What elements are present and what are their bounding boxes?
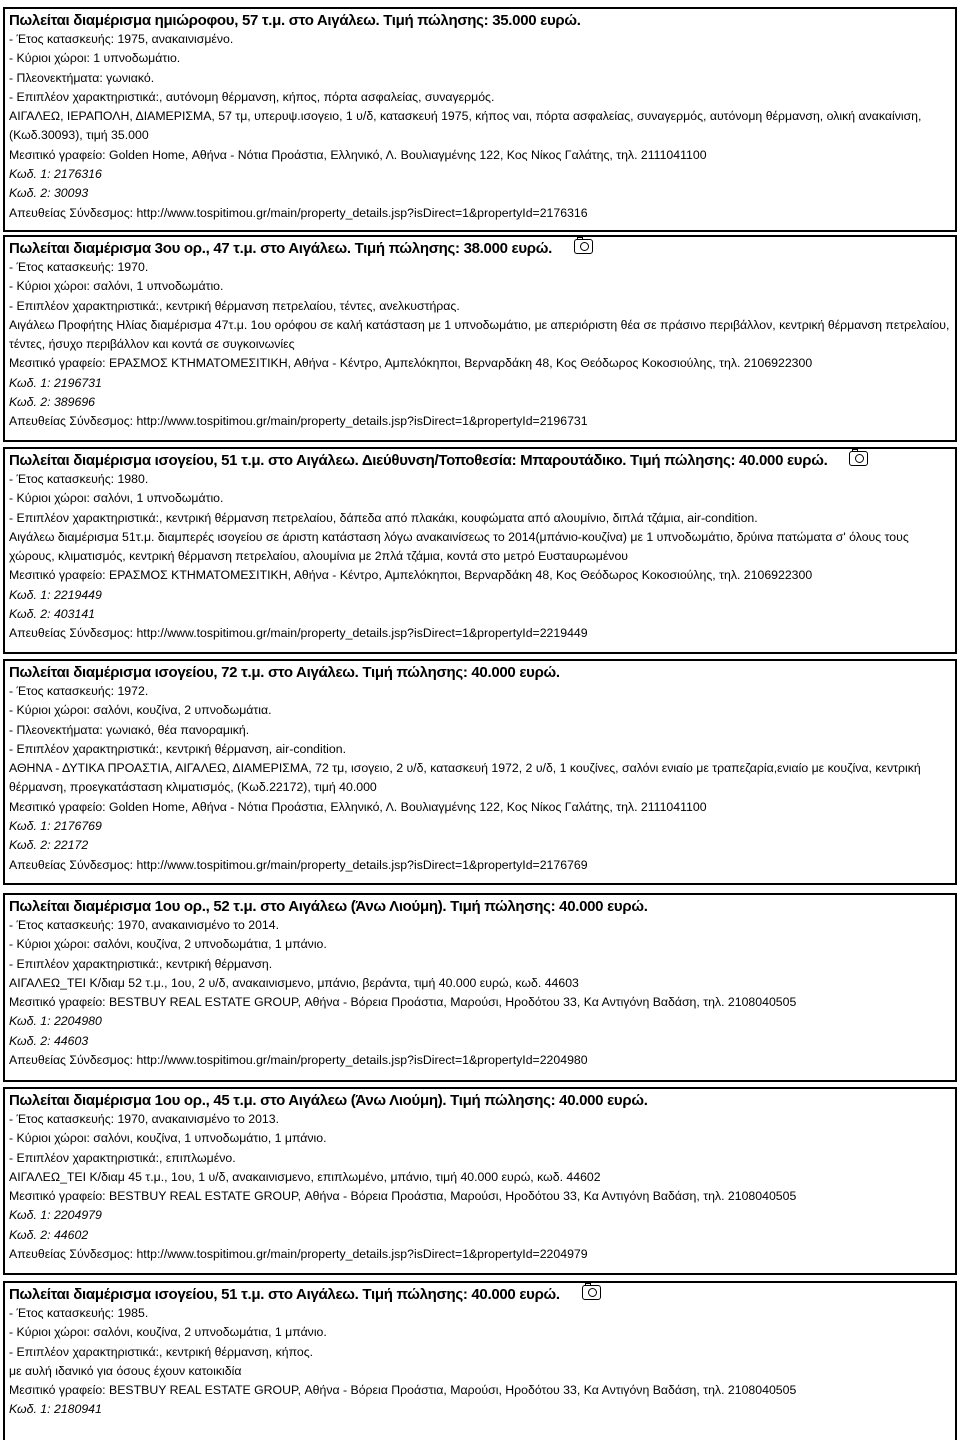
listing-code-1: Κωδ. 1: 2219449 <box>9 587 102 602</box>
listing-card <box>3 1087 957 1275</box>
listing-detail: - Επιπλέον χαρακτηριστικά:, κεντρική θέρμανση πετρελαίου, δάπεδα από πλακάκι, κουφώματα από αλουμίνιο, διπλά τζάμια, air-condition. <box>9 510 758 525</box>
listing-detail: - Κύριοι χώροι: σαλόνι, 1 υπνοδωμάτιο. <box>9 491 224 506</box>
listing-code-1: Κωδ. 1: 2196731 <box>9 375 102 390</box>
listing-detail: - Πλεονεκτήματα: γωνιακό. <box>9 70 155 85</box>
camera-icon[interactable] <box>849 451 868 466</box>
listing-link[interactable]: Απευθείας Σύνδεσμος: http://www.tospitimou.gr/main/property_details.jsp?isDirect=1&propertyId=2176769 <box>9 857 588 872</box>
listing-link[interactable]: Απευθείας Σύνδεσμος: http://www.tospitimou.gr/main/property_details.jsp?isDirect=1&propertyId=2196731 <box>9 414 588 429</box>
listing-detail: - Επιπλέον χαρακτηριστικά:, κεντρική θέρμανση, air-condition. <box>9 741 346 756</box>
listing-title: Πωλείται διαμέρισμα 1ου ορ., 52 τ.μ. στο Αιγάλεω (Άνω Λιούμη). Τιμή πώλησης: 40.000 ευρώ. <box>9 898 648 915</box>
listing-description: ΑΙΓΑΛΕΩ, ΙΕΡΑΠΟΛΗ, ΔΙΑΜΕΡΙΣΜΑ, 57 τμ, υπερυψ.ισογειο, 1 υ/δ, κατασκευή 1975, κήπος ναι, πόρτα ασφαλείας, συναγερμός, αυτόνομη θέρμανση, ολική ανακαίνιση, (Κωδ.30093), τιμή 35.000 <box>9 109 922 143</box>
listing-description: ΑΙΓΑΛΕΩ_ΤΕΙ Κ/διαμ 45 τ.μ., 1ου, 1 υ/δ, ανακαινισμενο, επιπλωμένο, μπάνιο, τιμή 40.000 ευρώ, κωδ. 44602 <box>9 1169 601 1184</box>
listing-agency: Μεσιτικό γραφείο: BESTBUY REAL ESTATE GROUP, Αθήνα - Βόρεια Προάστια, Μαρούσι, Ηροδότου 33, Κα Αντιγόνη Βαδάση, τηλ. 2108040505 <box>9 995 797 1010</box>
listing-detail: - Κύριοι χώροι: σαλόνι, 1 υπνοδωμάτιο. <box>9 279 224 294</box>
listing-code-2: Κωδ. 2: 403141 <box>9 607 96 622</box>
listing-title: Πωλείται διαμέρισμα 1ου ορ., 45 τ.μ. στο Αιγάλεω (Άνω Λιούμη). Τιμή πώλησης: 40.000 ευρώ. <box>9 1092 648 1109</box>
listing-link[interactable]: Απευθείας Σύνδεσμος: http://www.tospitimou.gr/main/property_details.jsp?isDirect=1&propertyId=2176316 <box>9 205 588 220</box>
listing-code-1: Κωδ. 1: 2204980 <box>9 1014 102 1029</box>
listing-code-1: Κωδ. 1: 2176769 <box>9 819 102 834</box>
listing-code-1: Κωδ. 1: 2204979 <box>9 1208 102 1223</box>
listing-detail: - Κύριοι χώροι: 1 υπνοδωμάτιο. <box>9 51 181 66</box>
listing-description: Αιγάλεω Προφήτης Ηλίας διαμέρισμα 47τ.μ. 1ου ορόφου σε καλή κατάσταση με 1 υπνοδωμάτιο, με απεριόριστη θέα σε πράσινο περιβάλλον, κεντρική θέρμανση πετρελαίου, τέντες, ήσυχο περιβάλλον και κοντά σε συγκοινωνίες <box>9 317 950 352</box>
listing-detail: - Έτος κατασκευής: 1985. <box>9 1306 149 1320</box>
listing-title: Πωλείται διαμέρισμα ισογείου, 51 τ.μ. στο Αιγάλεω. Τιμή πώλησης: 40.000 ευρώ. <box>9 1285 951 1304</box>
listing-detail: - Κύριοι χώροι: σαλόνι, κουζίνα, 2 υπνοδωμάτια. <box>9 703 272 718</box>
listing-detail: - Έτος κατασκευής: 1972. <box>9 684 149 698</box>
listing-code-2: Κωδ. 2: 22172 <box>9 838 89 853</box>
listing-detail: - Έτος κατασκευής: 1970, ανακαινισμένο το 2014. <box>9 918 280 932</box>
listing-card <box>3 1281 957 1440</box>
listing-description: Αιγάλεω διαμέρισμα 51τ.μ. διαμπερές ισογείου σε άριστη κατάσταση λόγω ανακαινίσεως το 2014(μπάνιο-κουζίνα) με 1 υπνοδωμάτιο, δρύινα πατώματα σ' όλους τους χώρους, κλιματισμός, κεντρική θέρμανση πετρελαίου, αλουμίνια με 2πλά τζάμια, κοντά στο μετρό Ευσταυρωμένου <box>9 529 909 564</box>
listing-title: Πωλείται διαμέρισμα ημιώροφου, 57 τ.μ. στο Αιγάλεω. Τιμή πώλησης: 35.000 ευρώ. <box>9 12 581 29</box>
listing-detail: - Κύριοι χώροι: σαλόνι, κουζίνα, 2 υπνοδωμάτια, 1 μπάνιο. <box>9 1325 327 1340</box>
listing-card <box>3 893 957 1082</box>
listing-agency: Μεσιτικό γραφείο: BESTBUY REAL ESTATE GROUP, Αθήνα - Βόρεια Προάστια, Μαρούσι, Ηροδότου 33, Κα Αντιγόνη Βαδάση, τηλ. 2108040505 <box>9 1383 797 1398</box>
listing-title: Πωλείται διαμέρισμα ισογείου, 72 τ.μ. στο Αιγάλεω. Τιμή πώλησης: 40.000 ευρώ. <box>9 664 560 681</box>
camera-icon[interactable] <box>582 1285 601 1300</box>
listing-agency: Μεσιτικό γραφείο: Golden Home, Αθήνα - Νότια Προάστια, Ελληνικό, Λ. Βουλιαγμένης 122, Κος Νίκος Γαλάτης, τηλ. 2111041100 <box>9 147 707 162</box>
listing-detail: - Επιπλέον χαρακτηριστικά:, κεντρική θέρμανση πετρελαίου, τέντες, ανελκυστήρας. <box>9 298 460 313</box>
listing-code-2: Κωδ. 2: 44603 <box>9 1033 89 1048</box>
listing-link[interactable]: Απευθείας Σύνδεσμος: http://www.tospitimou.gr/main/property_details.jsp?isDirect=1&propertyId=2204980 <box>9 1053 588 1068</box>
listing-detail: - Επιπλέον χαρακτηριστικά:, κεντρική θέρμανση, κήπος. <box>9 1344 314 1359</box>
listing-card <box>3 659 957 885</box>
listing-detail: - Επιπλέον χαρακτηριστικά:, αυτόνομη θέρμανση, κήπος, πόρτα ασφαλείας, συναγερμός. <box>9 89 495 104</box>
listing-detail: - Κύριοι χώροι: σαλόνι, κουζίνα, 2 υπνοδωμάτια, 1 μπάνιο. <box>9 937 327 952</box>
listing-code-2: Κωδ. 2: 389696 <box>9 395 96 410</box>
listing-link[interactable]: Απευθείας Σύνδεσμος: http://www.tospitimou.gr/main/property_details.jsp?isDirect=1&propertyId=2204979 <box>9 1247 588 1262</box>
listing-agency: Μεσιτικό γραφείο: ΕΡΑΣΜΟΣ ΚΤΗΜΑΤΟΜΕΣΙΤΙΚΗ, Αθήνα - Κέντρο, Αμπελόκηποι, Βερναρδάκη 48, Κος Θεόδωρος Κοκοσιούλης, τηλ. 2106922300 <box>9 356 813 371</box>
listing-detail: - Κύριοι χώροι: σαλόνι, κουζίνα, 1 υπνοδωμάτιο, 1 μπάνιο. <box>9 1131 327 1146</box>
listing-code-1: Κωδ. 1: 2180941 <box>9 1402 102 1417</box>
listing-link[interactable]: Απευθείας Σύνδεσμος: http://www.tospitimou.gr/main/property_details.jsp?isDirect=1&propertyId=2219449 <box>9 626 588 641</box>
listing-title: Πωλείται διαμέρισμα ισογείου, 51 τ.μ. στο Αιγάλεω. Διεύθυνση/Τοποθεσία: Μπαρουτάδικο. Τιμή πώλησης: 40.000 ευρώ. <box>9 451 951 470</box>
listing-detail: - Έτος κατασκευής: 1975, ανακαινισμένο. <box>9 32 234 46</box>
listing-detail: - Πλεονεκτήματα: γωνιακό, θέα πανοραμική. <box>9 722 250 737</box>
listing-agency: Μεσιτικό γραφείο: BESTBUY REAL ESTATE GROUP, Αθήνα - Βόρεια Προάστια, Μαρούσι, Ηροδότου 33, Κα Αντιγόνη Βαδάση, τηλ. 2108040505 <box>9 1189 797 1204</box>
listing-code-2: Κωδ. 2: 30093 <box>9 186 89 201</box>
listing-card <box>3 447 957 654</box>
listing-detail: - Επιπλέον χαρακτηριστικά:, κεντρική θέρμανση. <box>9 956 273 971</box>
listing-title: Πωλείται διαμέρισμα 3ου ορ., 47 τ.μ. στο Αιγάλεω. Τιμή πώλησης: 38.000 ευρώ. <box>9 239 951 258</box>
listing-detail: - Επιπλέον χαρακτηριστικά:, επιπλωμένο. <box>9 1150 236 1165</box>
listing-description: ΑΘΗΝΑ - ΔΥΤΙΚΑ ΠΡΟΑΣΤΙΑ, ΑΙΓΑΛΕΩ, ΔΙΑΜΕΡΙΣΜΑ, 72 τμ, ισογειο, 2 υ/δ, κατασκευή 1972, 2 υ/δ, 1 κουζίνες, σαλόνι ενιαίο με τραπεζαρία,ενιαίο με κουζίνα, κεντρική θέρμανση, προεγκατάσταση κλιματισμός, (Κωδ.22172), τιμή 40.000 <box>9 761 921 795</box>
listing-agency: Μεσιτικό γραφείο: Golden Home, Αθήνα - Νότια Προάστια, Ελληνικό, Λ. Βουλιαγμένης 122, Κος Νίκος Γαλάτης, τηλ. 2111041100 <box>9 799 707 814</box>
listing-card <box>3 235 957 442</box>
listing-description: με αυλή ιδανικό για όσους έχουν κατοικιδία <box>9 1363 242 1378</box>
listing-description: ΑΙΓΑΛΕΩ_ΤΕΙ Κ/διαμ 52 τ.μ., 1ου, 2 υ/δ, ανακαινισμενο, μπάνιο, βεράντα, τιμή 40.000 ευρώ, κωδ. 44603 <box>9 975 579 990</box>
listing-detail: - Έτος κατασκευής: 1980. <box>9 472 149 486</box>
listing-detail: - Έτος κατασκευής: 1970. <box>9 260 149 274</box>
listing-detail: - Έτος κατασκευής: 1970, ανακαινισμένο το 2013. <box>9 1112 280 1126</box>
listing-code-1: Κωδ. 1: 2176316 <box>9 167 102 182</box>
listing-card <box>3 7 957 232</box>
listing-agency: Μεσιτικό γραφείο: ΕΡΑΣΜΟΣ ΚΤΗΜΑΤΟΜΕΣΙΤΙΚΗ, Αθήνα - Κέντρο, Αμπελόκηποι, Βερναρδάκη 48, Κος Θεόδωρος Κοκοσιούλης, τηλ. 2106922300 <box>9 568 813 583</box>
listing-code-2: Κωδ. 2: 44602 <box>9 1227 89 1242</box>
camera-icon[interactable] <box>574 239 593 254</box>
